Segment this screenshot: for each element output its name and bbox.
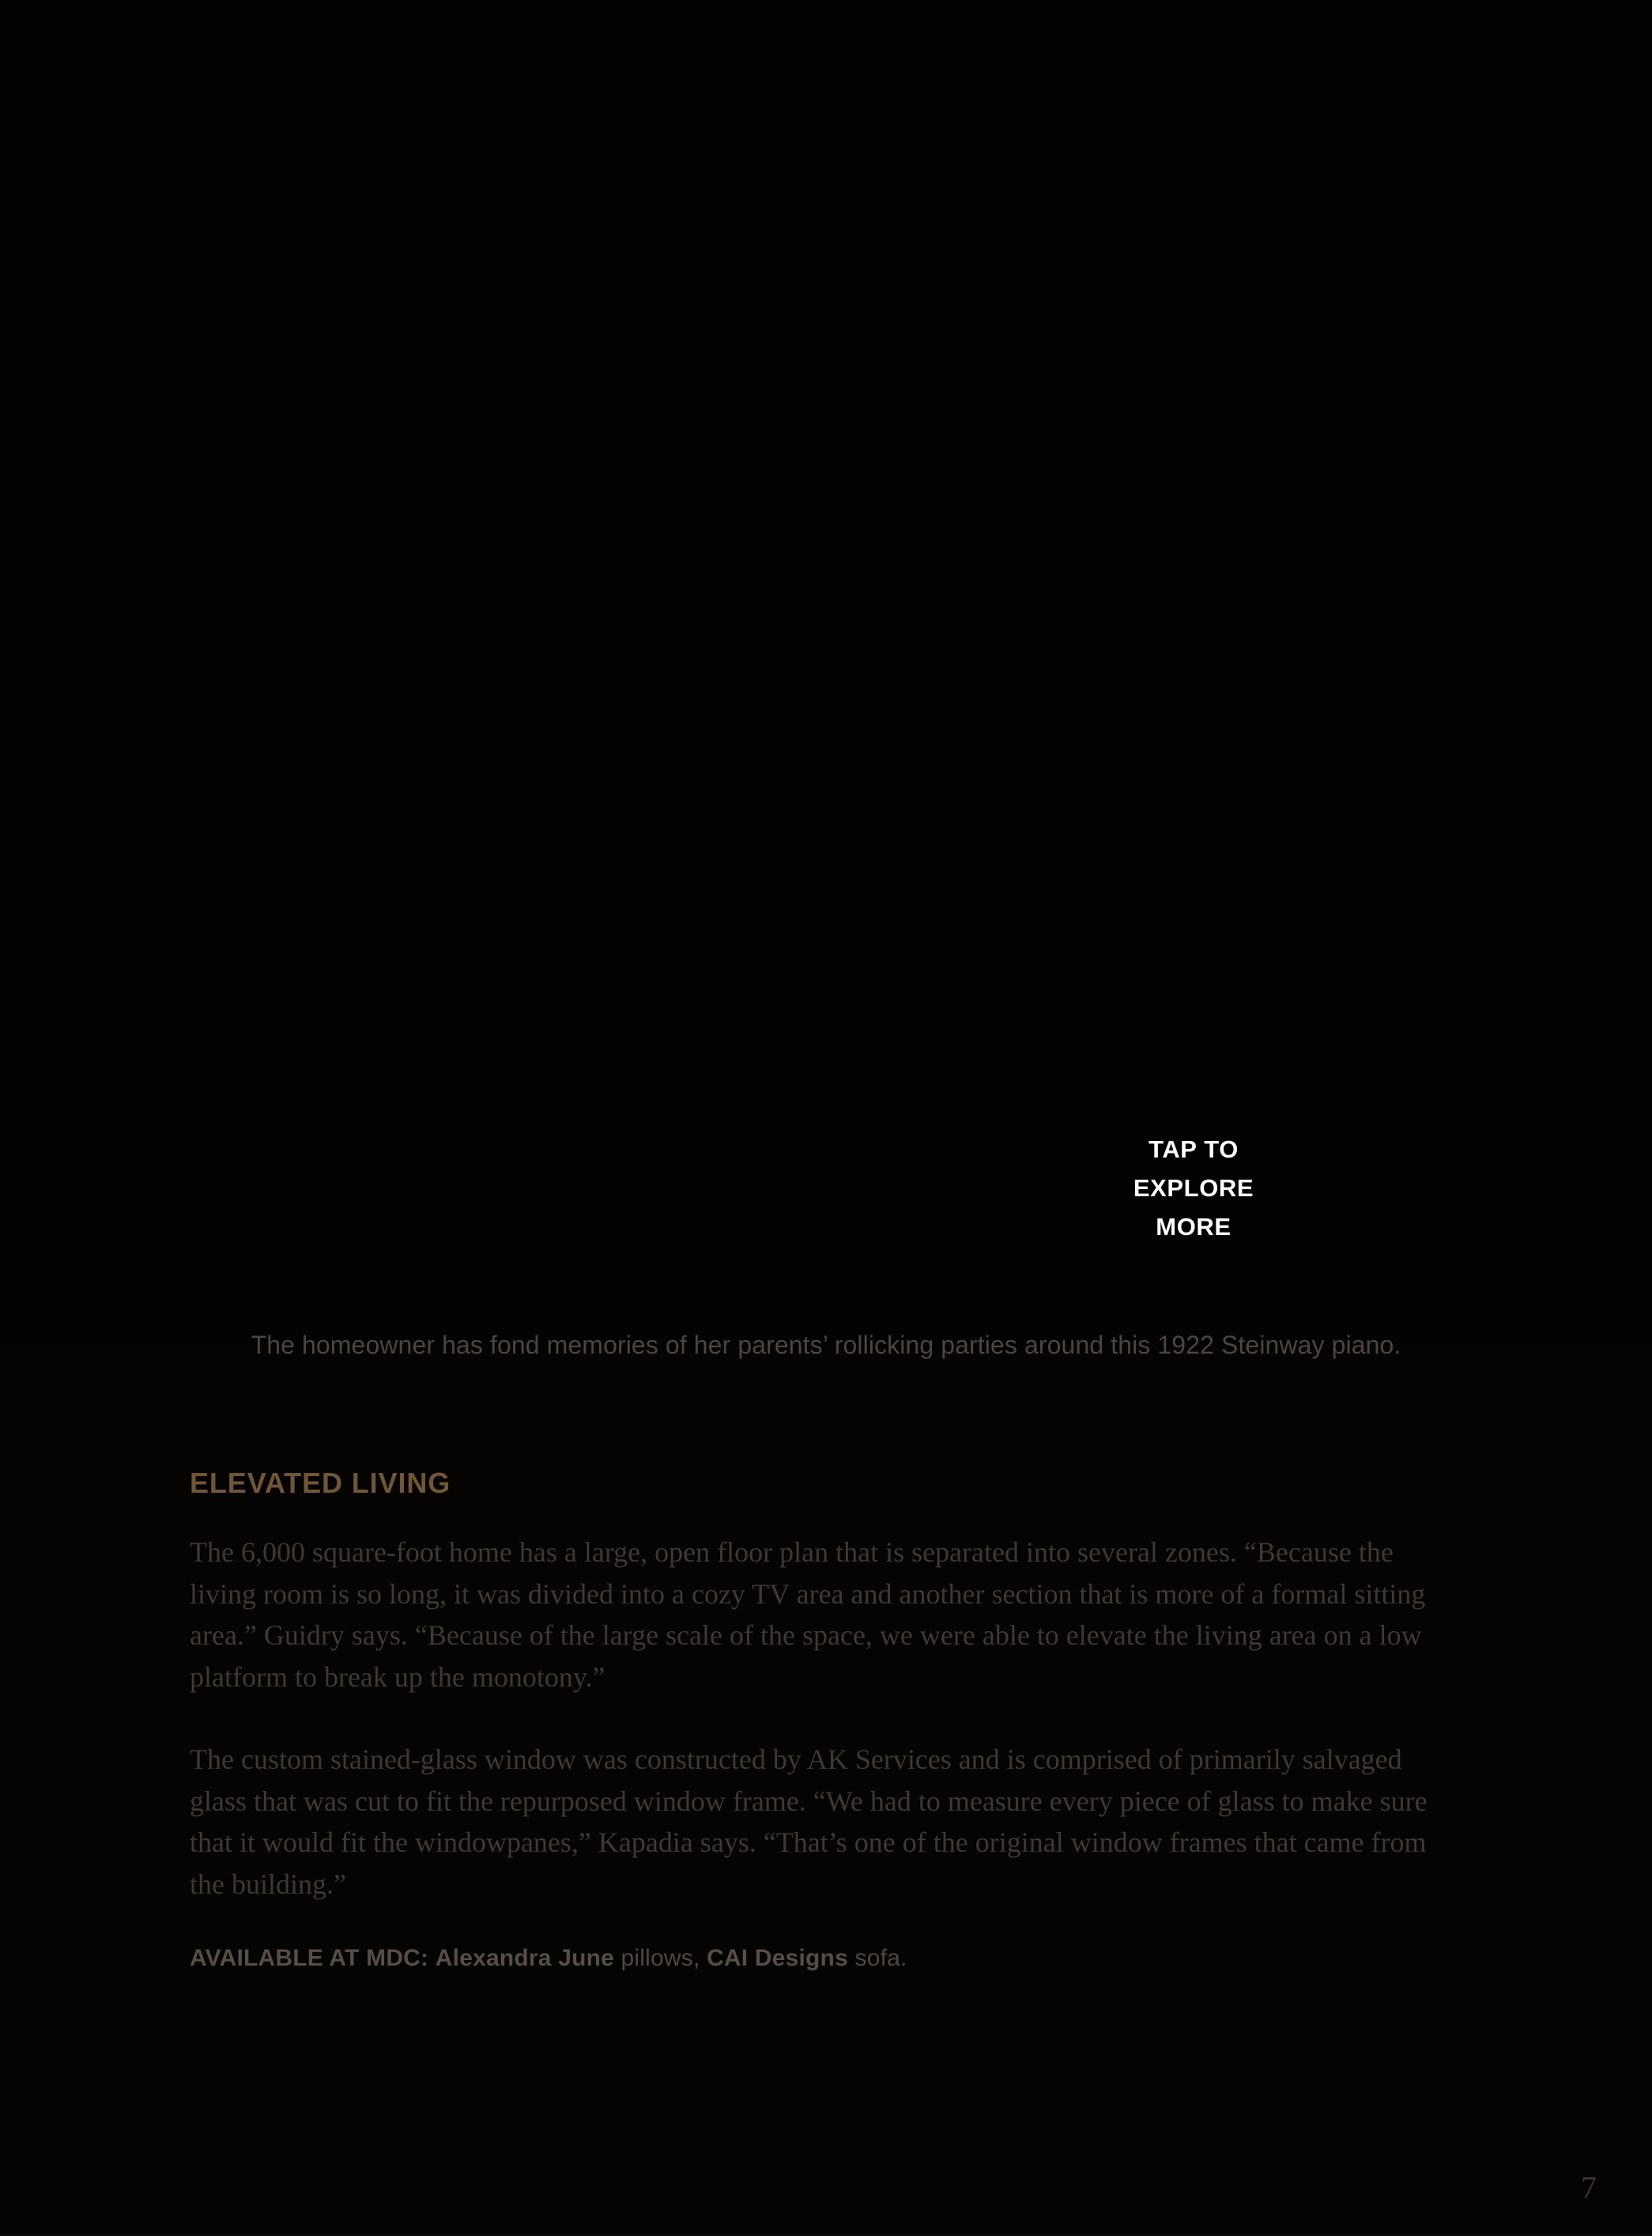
section-heading: ELEVATED LIVING: [190, 1467, 451, 1499]
article-body: [180, 1467, 1433, 1973]
cta-line-1: TAP TO: [1148, 1135, 1239, 1163]
cta-line-2: EXPLORE: [1133, 1174, 1254, 1202]
body-paragraph-1: The 6,000 square-foot home has a large, open floor plan that is separated into several zones. “Because the living room is so long, it was divided into a cozy TV area and another section that is more of a formal sitting area.” Guidry says. “Because of the large scale of the space, we were able to elevate the living area on a low platform to break up the monotony.”: [190, 1536, 1426, 1693]
vendor-name-2[interactable]: CAI Designs: [707, 1945, 848, 1972]
cta-line-3: MORE: [1156, 1213, 1231, 1241]
available-label: AVAILABLE AT MDC:: [190, 1945, 429, 1972]
vendor-item-2: sofa.: [847, 1945, 907, 1972]
page-number: 7: [1581, 2170, 1597, 2205]
body-paragraph-2: The custom stained-glass window was constructed by AK Services and is comprised of primarily salvaged glass that was cut to fit the repurposed window frame. “We had to measure every piece of glass to make sure that it would fit the windowpanes,” Kapadia says. “That’s one of the original window frames that came from the building.”: [190, 1743, 1428, 1900]
photo-caption: The homeowner has fond memories of her parents’ rollicking parties around this 1922 Steinway piano.: [251, 1331, 1401, 1359]
tap-to-explore-cta[interactable]: [1107, 1137, 1280, 1239]
vendor-name-1[interactable]: Alexandra June: [435, 1945, 615, 1972]
vendor-item-1: pillows,: [614, 1945, 707, 1972]
available-at-mdc-line: [190, 1943, 1433, 1973]
